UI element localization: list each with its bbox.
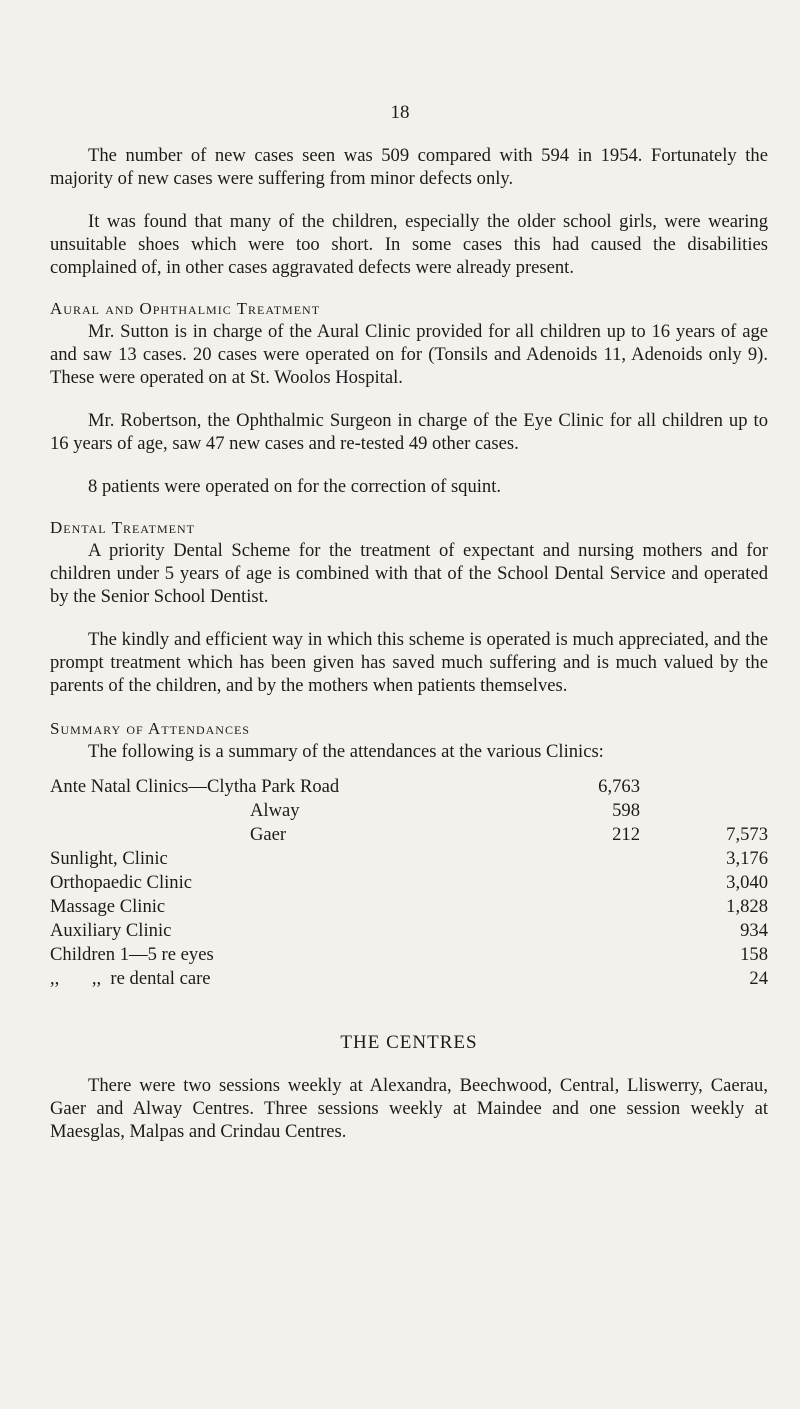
ante-natal-total: 7,573	[726, 824, 768, 845]
row-label: Alway	[250, 800, 300, 821]
table-row	[50, 823, 768, 847]
table-row	[50, 919, 768, 943]
attendances-table	[50, 775, 768, 991]
row-value: 3,040	[726, 872, 768, 893]
row-label: Massage Clinic	[50, 896, 166, 917]
table-row	[50, 895, 768, 919]
row-label: Gaer	[250, 824, 287, 845]
table-row	[50, 775, 768, 799]
paragraph-summary-intro: The following is a summary of the attendances at the various Clinics:	[88, 741, 604, 762]
row-value: 598	[612, 800, 640, 821]
paragraph-squint: 8 patients were operated on for the correction of squint.	[88, 476, 502, 497]
row-label: ,, ,, re dental care	[50, 968, 211, 989]
row-value: 3,176	[726, 848, 768, 869]
row-label: Orthopaedic Clinic	[50, 872, 192, 893]
row-label: Children 1—5 re eyes	[50, 944, 214, 965]
row-label: Sunlight, Clinic	[50, 848, 168, 869]
row-value: 212	[612, 824, 640, 845]
row-value: 1,828	[726, 896, 768, 917]
row-label: Auxiliary Clinic	[50, 920, 172, 941]
paragraph-new-cases: The number of new cases seen was 509 compared with 594 in 1954. Fortunately the majority of new cases were suffering from minor defects only.	[50, 145, 768, 189]
table-row	[50, 943, 768, 967]
heading-dental-treatment: Dental Treatment	[50, 518, 195, 537]
page-body	[50, 100, 768, 1143]
paragraph-dental-scheme: A priority Dental Scheme for the treatment of expectant and nursing mothers and for children under 5 years of age is combined with that of the School Dental Service and operated by the Senior School Dentist.	[50, 540, 768, 607]
table-row	[50, 967, 768, 991]
heading-aural-ophthalmic: Aural and Ophthalmic Treatment	[50, 299, 321, 318]
paragraph-eye-clinic: Mr. Robertson, the Ophthalmic Surgeon in charge of the Eye Clinic for all children up to 16 years of age, saw 47 new cases and re-tested 49 other cases.	[50, 410, 768, 454]
row-value: 934	[740, 920, 768, 941]
table-row	[50, 799, 768, 823]
table-row	[50, 871, 768, 895]
row-label: Ante Natal Clinics—Clytha Park Road	[50, 776, 340, 797]
paragraph-shoes: It was found that many of the children, especially the older school girls, were wearing unsuitable shoes which were too short. In some cases this had caused the disabilities complained of, in other cases aggravated defects were already present.	[50, 211, 768, 278]
paragraph-dental-appreciation: The kindly and efficient way in which this scheme is operated is much appreciated, and the prompt treatment which has been given has saved much suffering and is much valued by the parents of the children, and by the mothers when patients themselves.	[50, 629, 768, 696]
row-value: 6,763	[598, 776, 640, 797]
page-number: 18	[390, 102, 410, 123]
paragraph-aural-clinic: Mr. Sutton is in charge of the Aural Clinic provided for all children up to 16 years of age and saw 13 cases. 20 cases were operated on for (Tonsils and Adenoids 11, Adenoids only 9). These were operated on at St. Woolos Hospital.	[50, 321, 768, 388]
row-value: 24	[749, 968, 768, 989]
table-row	[50, 847, 768, 871]
heading-summary-attendances: Summary of Attendances	[50, 719, 250, 738]
paragraph-centres-sessions: There were two sessions weekly at Alexandra, Beechwood, Central, Lliswerry, Caerau, Gaer and Alway Centres. Three sessions weekly at Maindee and one session weekly at Maesglas, Malpas and Crindau Centres.	[50, 1075, 768, 1142]
row-value: 158	[740, 944, 768, 965]
heading-the-centres: THE CENTRES	[340, 1032, 478, 1053]
